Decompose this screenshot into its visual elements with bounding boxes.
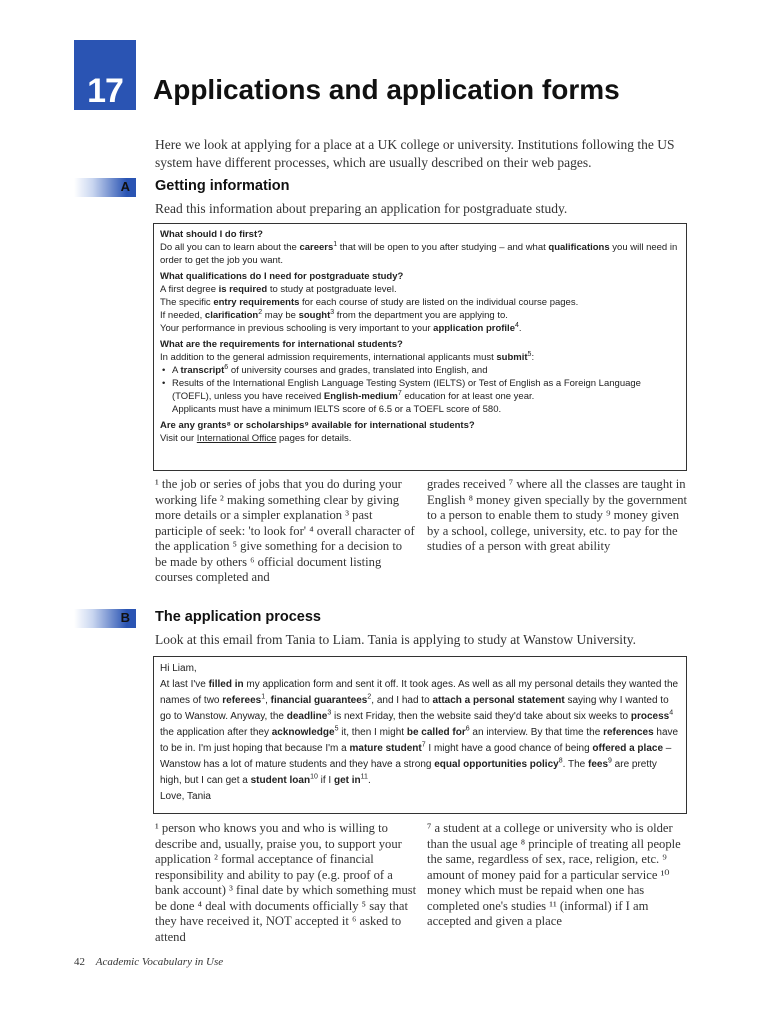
requirements-list <box>160 364 680 403</box>
section-a-letter: A <box>120 179 130 194</box>
section-a-lead: Read this information about preparing an application for postgraduate study. <box>155 201 568 216</box>
info-text: The specific entry requirements for each course of study are listed on the individual course pages. <box>160 297 579 308</box>
info-box <box>153 223 687 471</box>
info-text: In addition to the general admission requirements, international applicants must submit$^5$: <box>160 350 535 363</box>
list-item: • Results of the International English Language Testing System (IELTS) or Test of English as a Foreign Language (TOEFL), unless you have received English-medium$^7$ education for at least one year. <box>160 377 680 403</box>
question-heading: What are the requirements for international students? <box>160 339 403 350</box>
unit-number: 17 <box>87 72 123 110</box>
section-a-title: Getting information <box>155 178 290 194</box>
info-text: Visit our International Office pages for details. <box>160 433 352 444</box>
page-title: Applications and application forms <box>153 74 620 105</box>
section-b-title: The application process <box>155 609 321 625</box>
page-footer <box>74 956 223 968</box>
email-box <box>153 656 687 814</box>
section-a-bar <box>74 178 136 197</box>
info-text: Do all you can to learn about the careers$^1$ that will be open to you after studying – and what qualifications you will need in order to get the job you want. <box>160 240 678 266</box>
email-greeting: Hi Liam, <box>160 663 197 674</box>
email-body: At last I've filled in my application form and sent it off. It took ages. As well as all my personal details they wanted the names of two referees$^1$, financial guarantees$^2$, and I had to attach a personal statement saying why I wanted to go to Wanstow. Anyway, the deadline$^3$ is next Friday, then the website said they'd take about six weeks to process$^4$ the application after they acknowledge$^5$ it, then I might be called for$^6$ an interview. By that time the references have to be in. I'm just hoping that because I'm a mature student$^7$ I might have a good chance of being offered a place – Wanstow has a lot of mature students and they have a strong equal opportunities policy$^8$. The fees$^9$ are pretty high, but I can get a student loan$^{10}$ if I get $in^{11}$. <box>160 679 679 786</box>
section-b-lead: Look at this email from Tania to Liam. Tania is applying to study at Wanstow University. <box>155 632 636 647</box>
glossary-column: grades received ⁷ where all the classes are taught in English ⁸ money given specially by the government to a person to enable them to study ⁹ money given by a school, college, university, etc. to pay for the studies of a person with great ability <box>427 477 688 553</box>
section-b-letter: B <box>120 610 130 625</box>
glossary-column: ⁷ a student at a college or university who is older than the usual age ⁸ principle of treating all people the same, regardless of sex, race, religion, etc. ⁹ amount of money paid for a particular service ¹⁰ money which must be repaid when one has completed one's studies ¹¹ (informal) if I am accepted and given a place <box>427 821 681 928</box>
international-office-link[interactable]: International Office <box>196 433 277 444</box>
intro-paragraph: Here we look at applying for a place at a UK college or university. Institutions following the US system have different processes, which are usually described on their web pages. <box>155 137 675 170</box>
info-text: Applicants must have a minimum IELTS score of 6.5 or a TOEFL score of 580. <box>172 404 502 415</box>
email-signoff: Love, Tania <box>160 791 211 802</box>
list-item: • A transcript$^6$ of university courses and grades, translated into English, and <box>160 364 680 377</box>
question-heading: What should I do first? <box>160 229 263 240</box>
question-heading: What qualifications do I need for postgraduate study? <box>160 271 404 282</box>
glossary-column: ¹ person who knows you and who is willing to describe and, usually, praise you, to support your application ² formal acceptance of financial responsibility and ability to pay (e.g. proof of a bank account) ³ final date by which something must be done ⁴ deal with documents officially ⁵ say that they have received it, NOT accepted it ⁶ asked to attend <box>155 821 417 944</box>
glossary-column: ¹ the job or series of jobs that you do during your working life ² making something clear by giving more details or a simpler explanation ³ past participle of seek: 'to look for' ⁴ overall character of the application ⁵ give something for a decision to be made by others ⁶ official document listing courses completed and <box>155 477 415 584</box>
book-title: Academic Vocabulary in Use <box>95 956 224 968</box>
section-b-bar <box>74 609 136 628</box>
info-text: If needed, clarification$^2$ may be sought$^3$ from the department you are applying to. <box>160 308 508 321</box>
info-text: A first degree is required to study at postgraduate level. <box>160 284 397 295</box>
page-number: 42 <box>74 956 85 968</box>
info-text: Your performance in previous schooling is very important to your application profile$^4$. <box>160 321 522 334</box>
question-heading: Are any grants⁸ or scholarships⁹ available for international students? <box>160 420 475 431</box>
